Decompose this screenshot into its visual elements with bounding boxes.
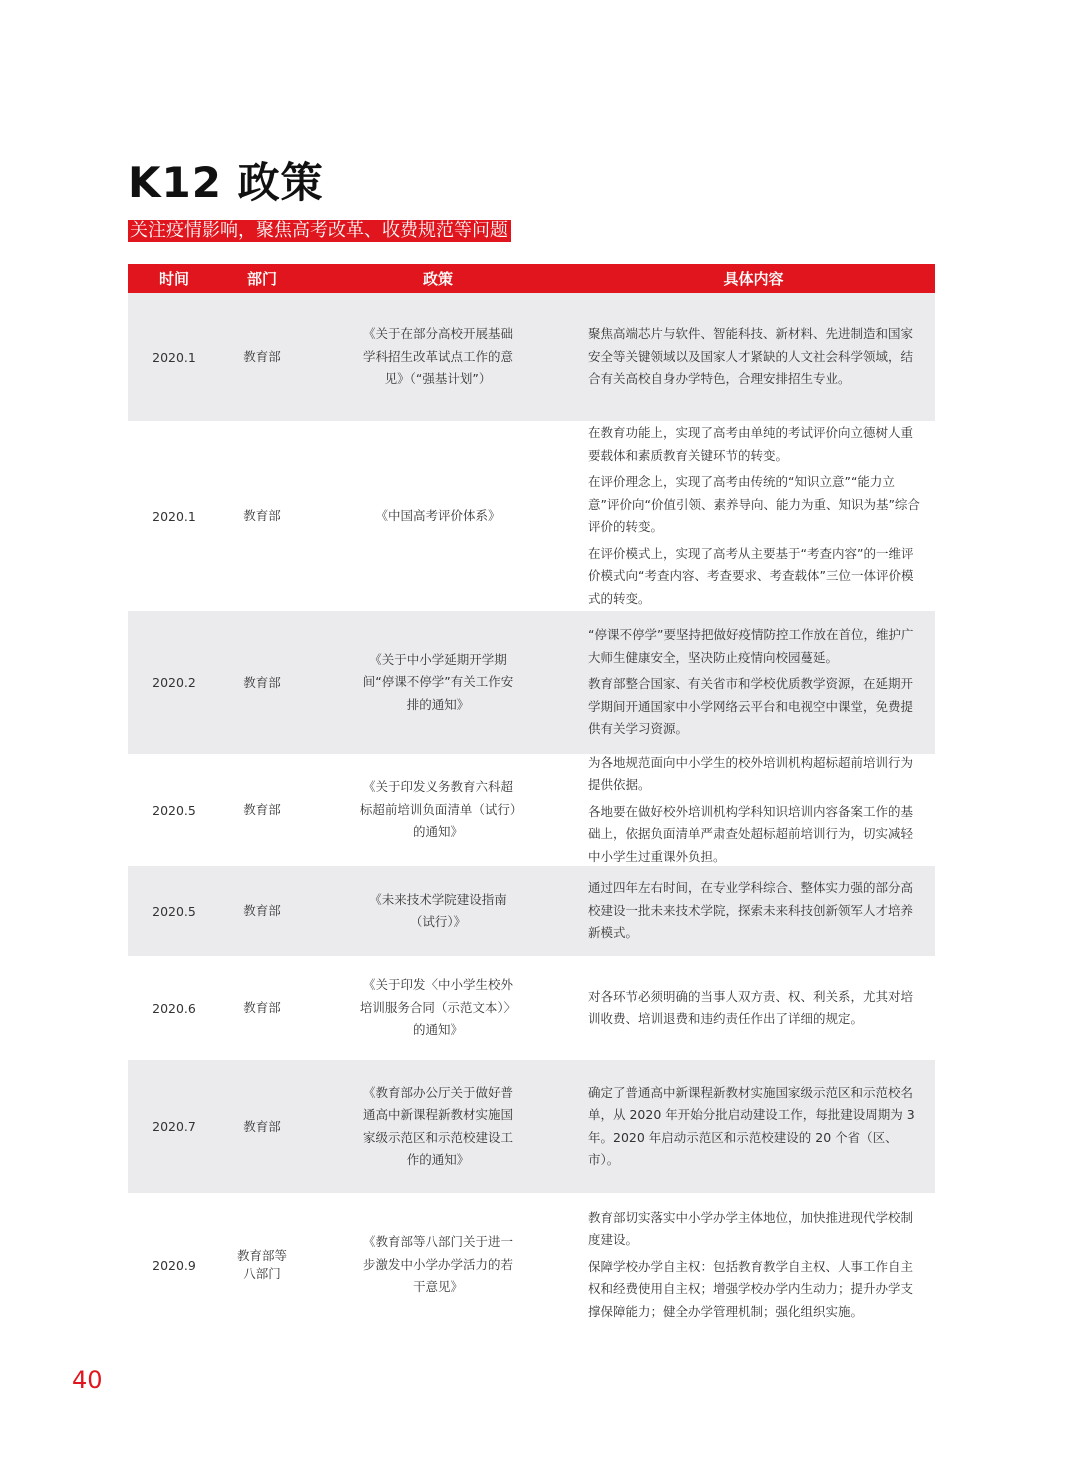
table-row	[128, 956, 935, 1060]
cell-dept	[220, 1193, 304, 1337]
header-policy: 政策	[422, 270, 453, 288]
page-title: K12 政策	[128, 158, 324, 207]
cell-content	[572, 1060, 935, 1193]
cell-policy	[304, 1060, 572, 1193]
cell-dept: 教育部	[243, 674, 281, 690]
table-row	[128, 293, 935, 421]
content-paragraph: 在评价模式上，实现了高考从主要基于“考查内容”的一维评价模式向“考查内容、考查要求、考查载体”三位一体评价模式的转变。	[588, 545, 914, 606]
cell-policy	[304, 421, 572, 611]
cell-policy	[304, 1193, 572, 1337]
cell-time: 2020.1	[152, 349, 196, 365]
cell-policy	[304, 611, 572, 754]
header-content: 具体内容	[723, 270, 784, 288]
policy-text: 《中国高考评价体系》	[375, 507, 501, 523]
content-paragraph: 在评价理念上，实现了高考由传统的“知识立意”“能力立意”评价向“价值引领、素养导向、能力为重、知识为基”综合评价的转变。	[588, 474, 920, 534]
policy-text: 《教育部办公厅关于做好普通高中新课程新教材实施国家级示范区和示范校建设工作的通知》	[362, 1084, 513, 1167]
cell-dept: 教育部	[243, 508, 281, 523]
table-row	[128, 866, 935, 956]
table-row	[128, 754, 935, 866]
header-dept: 部门	[246, 270, 277, 288]
policy-text: 《关于在部分高校开展基础学科招生改革试点工作的意见》（“强基计划”）	[362, 326, 513, 387]
cell-policy	[304, 956, 572, 1060]
table-row	[128, 421, 935, 611]
cell-dept: 教育部	[243, 802, 281, 817]
cell-time: 2020.2	[152, 675, 196, 690]
table-row	[128, 1193, 935, 1337]
content-paragraph: 确定了普通高中新课程新教材实施国家级示范区和示范校名单，从 2020 年开始分批启动建设工作，每批建设周期为 3 年。2020 年启动示范区和示范校建设的 20 个省（区、市）。	[588, 1084, 915, 1167]
cell-dept: 教育部	[243, 903, 281, 918]
header-time: 时间	[158, 270, 189, 288]
policy-text: 《关于中小学延期开学期间“停课不停学”有关工作安排的通知》	[362, 651, 514, 712]
cell-content	[572, 421, 935, 611]
cell-policy	[304, 293, 572, 421]
cell-time: 2020.1	[152, 508, 196, 524]
cell-dept: 教育部	[243, 1000, 281, 1015]
table-header	[128, 264, 935, 293]
dept-text: 教育部等八部门	[236, 1248, 287, 1281]
cell-dept: 教育部	[243, 1118, 281, 1134]
page-subtitle-banner: 关注疫情影响，聚焦高考改革、收费规范等问题	[128, 220, 511, 242]
page-number: 40	[72, 1366, 103, 1394]
policy-text: 《未来技术学院建设指南（试行）》	[369, 891, 507, 929]
content-paragraph: 在教育功能上，实现了高考由单纯的考试评价向立德树人重要载体和素质教育关键环节的转变。	[588, 425, 914, 463]
content-paragraph: “停课不停学”要坚持把做好疫情防控工作放在首位，维护广大师生健康安全，坚决防止疫情向校园蔓延。	[588, 627, 914, 665]
cell-time: 2020.6	[152, 1000, 196, 1016]
content-paragraph: 通过四年左右时间，在专业学科综合、整体实力强的部分高校建设一批未来技术学院，探索未来科技创新领军人才培养新模式。	[588, 880, 914, 941]
content-paragraph: 聚焦高端芯片与软件、智能科技、新材料、先进制造和国家安全等关键领域以及国家人才紧缺的人文社会科学领域，结合有关高校自身办学特色，合理安排招生专业。	[588, 326, 914, 387]
cell-content	[572, 611, 935, 754]
content-paragraph: 保障学校办学自主权：包括教育教学自主权、人事工作自主权和经费使用自主权；增强学校办学内生动力；提升办学支撑保障能力；健全办学管理机制；强化组织实施。	[588, 1258, 914, 1319]
cell-content	[572, 754, 935, 866]
cell-time: 2020.9	[152, 1257, 196, 1273]
cell-dept: 教育部	[243, 349, 281, 364]
content-paragraph: 教育部整合国家、有关省市和学校优质教学资源，在延期开学期间开通国家中小学网络云平台和电视空中课堂，免费提供有关学习资源。	[588, 676, 914, 737]
content-paragraph: 为各地规范面向中小学生的校外培训机构超标超前培训行为提供依据。	[588, 754, 914, 793]
policy-text: 《关于印发〈中小学生校外培训服务合同（示范文本）〉的通知》	[359, 977, 517, 1038]
cell-time: 2020.5	[152, 802, 196, 818]
cell-policy	[304, 866, 572, 956]
cell-policy	[304, 754, 572, 866]
policy-text: 《教育部等八部门关于进一步激发中小学办学活力的若干意见》	[362, 1234, 513, 1295]
table-row	[128, 1060, 935, 1193]
cell-content	[572, 1193, 935, 1337]
cell-content	[572, 956, 935, 1060]
policy-text: 《关于印发义务教育六科超标超前培训负面清单（试行）的通知》	[359, 779, 517, 840]
policy-table	[128, 264, 935, 1337]
cell-time: 2020.5	[152, 903, 196, 919]
table-row	[128, 611, 935, 754]
cell-content	[572, 293, 935, 421]
content-paragraph: 教育部切实落实中小学办学主体地位，加快推进现代学校制度建设。	[588, 1209, 914, 1248]
content-paragraph: 对各环节必须明确的当事人双方责、权、利关系，尤其对培训收费、培训退费和违约责任作出了详细的规定。	[588, 988, 914, 1026]
content-paragraph: 各地要在做好校外培训机构学科知识培训内容备案工作的基础上，依据负面清单严肃查处超标超前培训行为，切实减轻中小学生过重课外负担。	[588, 803, 914, 864]
cell-time: 2020.7	[152, 1119, 196, 1134]
cell-content	[572, 866, 935, 956]
